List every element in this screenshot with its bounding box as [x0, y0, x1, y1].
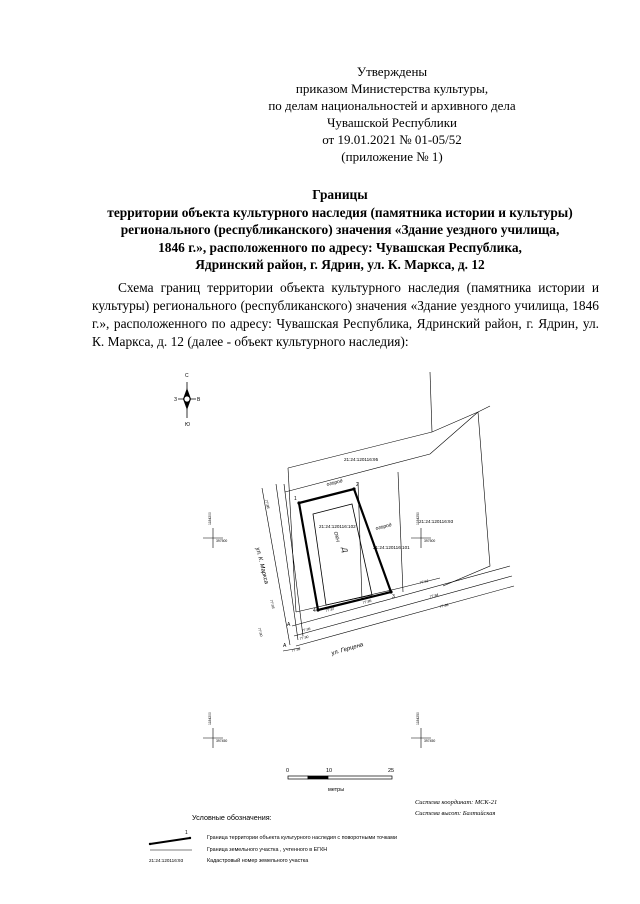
coord-label: 1184200: [208, 712, 212, 725]
dimension-label: 77.85: [362, 598, 372, 605]
dimension-label: 77.93: [269, 599, 276, 609]
dimension-label: 77.88: [264, 499, 271, 509]
parcel-mid-divider-3: [398, 472, 403, 592]
point-label: 4: [313, 608, 316, 614]
title-line: 1846 г.», расположенного по адресу: Чувашская Республика,: [158, 239, 522, 255]
dimension-label: 77.95: [301, 626, 311, 633]
body-paragraph: [92, 279, 599, 351]
parcel-right-boundary: [443, 412, 490, 586]
coord-label: 397500: [216, 539, 228, 543]
coord-label: 397500: [424, 539, 436, 543]
parcel-id-middle: 21:24:120116:101: [373, 545, 410, 550]
scale-bar: [286, 768, 394, 793]
street-edge-8: [283, 648, 300, 651]
dimension-labels: [257, 499, 449, 653]
approval-line: приказом Министерства культуры,: [295, 81, 489, 96]
dimension-label: 77.92: [291, 646, 301, 653]
point-label: 3: [392, 594, 395, 600]
building-letter: Д: [340, 546, 349, 554]
coord-cross: [203, 528, 431, 748]
street-edge-2: [276, 484, 298, 640]
compass-south: Ю: [185, 422, 191, 428]
dimension-label: 77.91: [419, 578, 429, 585]
legend-item: Граница территории объекта культурного наследия с поворотными точками: [207, 835, 398, 841]
compass-west: З: [174, 397, 178, 403]
approval-block: [262, 63, 522, 165]
garden-label: огород: [326, 478, 344, 488]
street-edge-5: [294, 576, 512, 636]
legend-heading: Условные обозначения:: [192, 813, 272, 822]
system-heights: Система высот: Балтийская: [415, 810, 496, 817]
parcel-mid-divider: [285, 412, 478, 492]
scale-twentyfive: 25: [388, 768, 395, 774]
compass-east: В: [197, 397, 201, 403]
title-line: Границы: [312, 187, 368, 202]
okn-building: [313, 504, 372, 605]
dimension-label: 77.90: [257, 627, 264, 637]
street-edge-1: [262, 488, 290, 645]
point-label: А: [287, 622, 291, 628]
approval-line: от 19.01.2021 № 01-05/52: [322, 132, 462, 147]
approval-line: Чувашской Республики: [326, 115, 458, 130]
street-marx: ул. К. Маркса: [254, 547, 269, 585]
legend-item: Кадастровый номер земельного участка: [207, 858, 309, 864]
street-edge-3: [284, 484, 303, 636]
dimension-label: 77.84: [429, 592, 439, 599]
scale-unit: метры: [328, 787, 345, 793]
title-line: Ядринский район, г. Ядрин, ул. К. Маркса, д. 12: [195, 257, 485, 272]
parcel-id-right: 21:24:120116:93: [419, 519, 454, 524]
legend-marker: 1: [185, 830, 188, 836]
point-label: 2: [356, 482, 359, 488]
coord-label: 397450: [216, 739, 228, 743]
scale-ten: 10: [326, 768, 333, 774]
parcel-boundaries: [262, 372, 514, 651]
scale-zero: 0: [286, 768, 290, 774]
okn-boundary: [297, 487, 392, 611]
parcel-left-edge: [288, 468, 296, 612]
approval-line: (приложение № 1): [341, 149, 443, 164]
point-label: 1: [294, 496, 297, 502]
legend-item: Граница земельного участка , учтенного в ЕГКН: [207, 847, 328, 853]
coord-label: 1184200: [208, 512, 212, 525]
compass-icon: [174, 373, 201, 428]
garden-label: огород: [375, 522, 393, 532]
street-edge-6: [296, 586, 514, 646]
okn-territory: [299, 489, 391, 610]
paragraph-text: Схема границ территории объекта культурного наследия (памятника истории и культуры) регионального (республиканского) значения «Здание уездного училища, 1846 г.», расположенного по адресу: Чувашская Республика, Ядринский район, г. Ядрин, ул. К. Маркса, д. 12 (далее - объект культурного наследия):: [92, 280, 599, 349]
parcel-top-right-edge: [430, 372, 432, 432]
parcel-mid-divider-2: [358, 482, 362, 600]
dimension-label: 77.90: [299, 634, 309, 641]
legend-marker: 21:24:120116:93: [149, 858, 184, 863]
approval-line: по делам национальностей и архивного дела: [268, 98, 516, 113]
dimension-label: 77.87: [325, 606, 335, 613]
coord-label: 397450: [424, 739, 436, 743]
coord-label: 1184250: [416, 512, 420, 525]
dimension-label: 77.86: [439, 602, 449, 609]
building-text: ОКН: [332, 531, 341, 543]
title-line: регионального (республиканского) значения «Здание уездного училища,: [120, 222, 560, 237]
parcel-top-boundary: [288, 406, 490, 468]
coord-labels: [208, 512, 435, 743]
compass-north: С: [185, 373, 189, 379]
system-coords: Система координат: МСК-21: [415, 799, 498, 806]
parcel-id-main: 21:24:120116:102: [319, 524, 356, 529]
legend: [149, 813, 397, 864]
street-edge-4: [292, 566, 510, 626]
approval-line: Утверждены: [356, 64, 428, 79]
street-edge-7: [296, 578, 440, 612]
coord-label: 1184250: [416, 712, 420, 725]
street-herzen: ул. Герцена: [330, 642, 365, 657]
document-title: [80, 186, 600, 274]
title-line: территории объекта культурного наследия (памятника истории и культуры): [107, 204, 573, 220]
point-label: А: [283, 643, 287, 649]
parcel-id-top: 21:24:120116:95: [344, 457, 379, 462]
